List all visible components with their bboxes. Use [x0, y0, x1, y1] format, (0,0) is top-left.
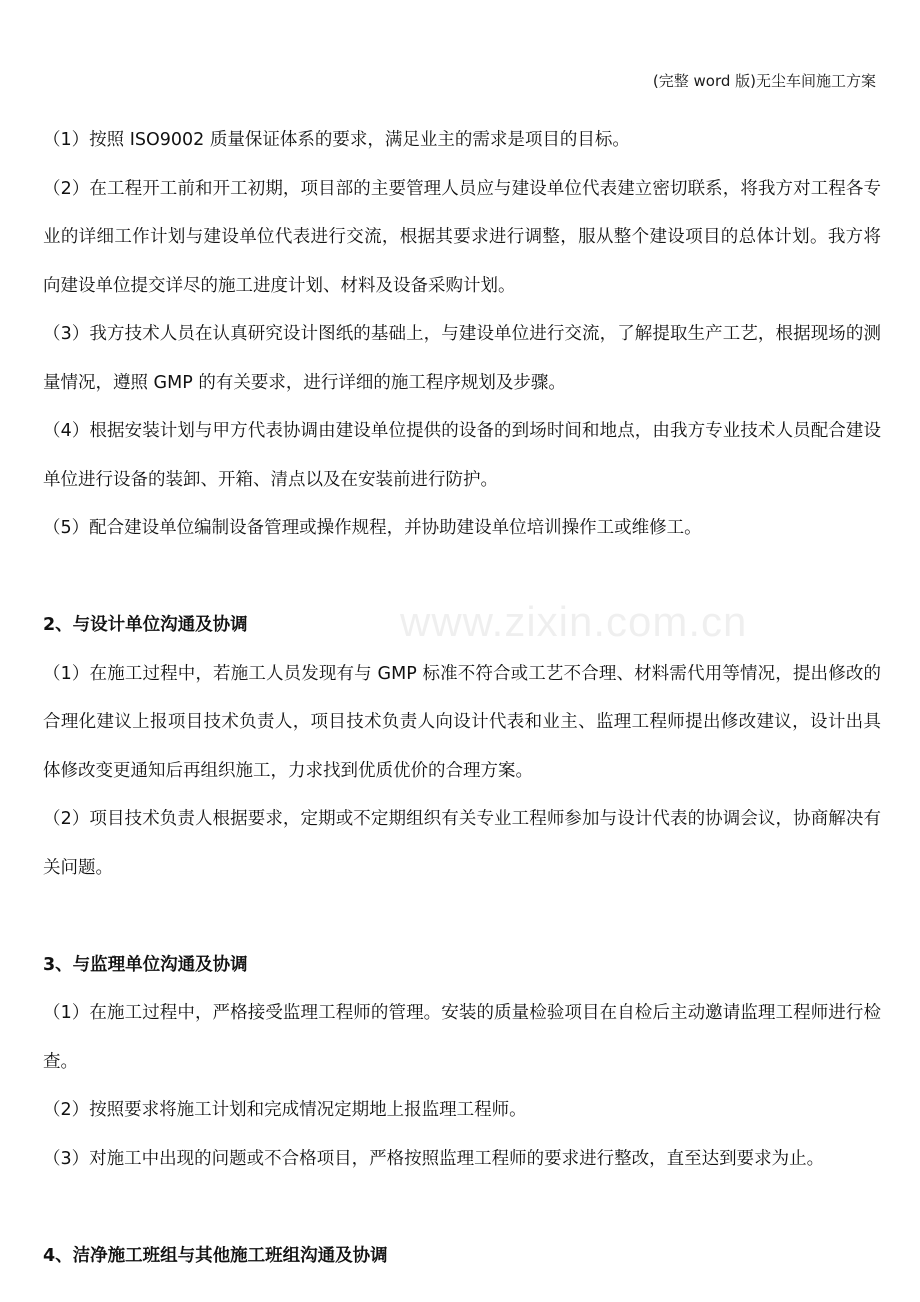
- section2-heading: 2、与设计单位沟通及协调: [43, 615, 248, 635]
- spacer: [43, 1183, 881, 1232]
- page-header-title: (完整 word 版)无尘车间施工方案: [652, 72, 876, 90]
- document-body: [43, 116, 881, 1280]
- section1-item-3: （3）我方技术人员在认真研究设计图纸的基础上，与建设单位进行交流，了解提取生产工艺，根据现场的测量情况，遵照 GMP 的有关要求，进行详细的施工程序规划及步骤。: [43, 324, 881, 393]
- spacer: [43, 553, 881, 602]
- section1-item-1: （1）按照 ISO9002 质量保证体系的要求，满足业主的需求是项目的目标。: [43, 130, 630, 150]
- section1-item-4: （4）根据安装计划与甲方代表协调由建设单位提供的设备的到场时间和地点，由我方专业技术人员配合建设单位进行设备的装卸、开箱、清点以及在安装前进行防护。: [43, 421, 881, 490]
- section3-item-3: （3）对施工中出现的问题或不合格项目，严格按照监理工程师的要求进行整改，直至达到要求为止。: [43, 1148, 825, 1169]
- section3-item-2: （2）按照要求将施工计划和完成情况定期地上报监理工程师。: [43, 1100, 527, 1120]
- section2-item-2: （2）项目技术负责人根据要求，定期或不定期组织有关专业工程师参加与设计代表的协调会议，协商解决有关问题。: [43, 809, 881, 878]
- spacer: [43, 892, 881, 941]
- section4-heading: 4、洁净施工班组与其他施工班组沟通及协调: [43, 1245, 388, 1266]
- section3-item-1: （1）在施工过程中，严格接受监理工程师的管理。安装的质量检验项目在自检后主动邀请监理工程师进行检查。: [43, 1003, 881, 1072]
- section3-heading: 3、与监理单位沟通及协调: [43, 954, 248, 975]
- section2-item-1: （1）在施工过程中，若施工人员发现有与 GMP 标准不符合或工艺不合理、材料需代用等情况，提出修改的合理化建议上报项目技术负责人，项目技术负责人向设计代表和业主、监理工程师提出修改建议，设计出具体修改变更通知后再组织施工，力求找到优质优价的合理方案。: [43, 663, 881, 781]
- section1-item-5: （5）配合建设单位编制设备管理或操作规程，并协助建设单位培训操作工或维修工。: [43, 518, 702, 538]
- watermark: www.zixin.com.cn: [400, 598, 748, 645]
- section1-item-2: （2）在工程开工前和开工初期，项目部的主要管理人员应与建设单位代表建立密切联系，将我方对工程各专业的详细工作计划与建设单位代表进行交流，根据其要求进行调整，服从整个建设项目的总体计划。我方将向建设单位提交详尽的施工进度计划、材料及设备采购计划。: [43, 178, 881, 296]
